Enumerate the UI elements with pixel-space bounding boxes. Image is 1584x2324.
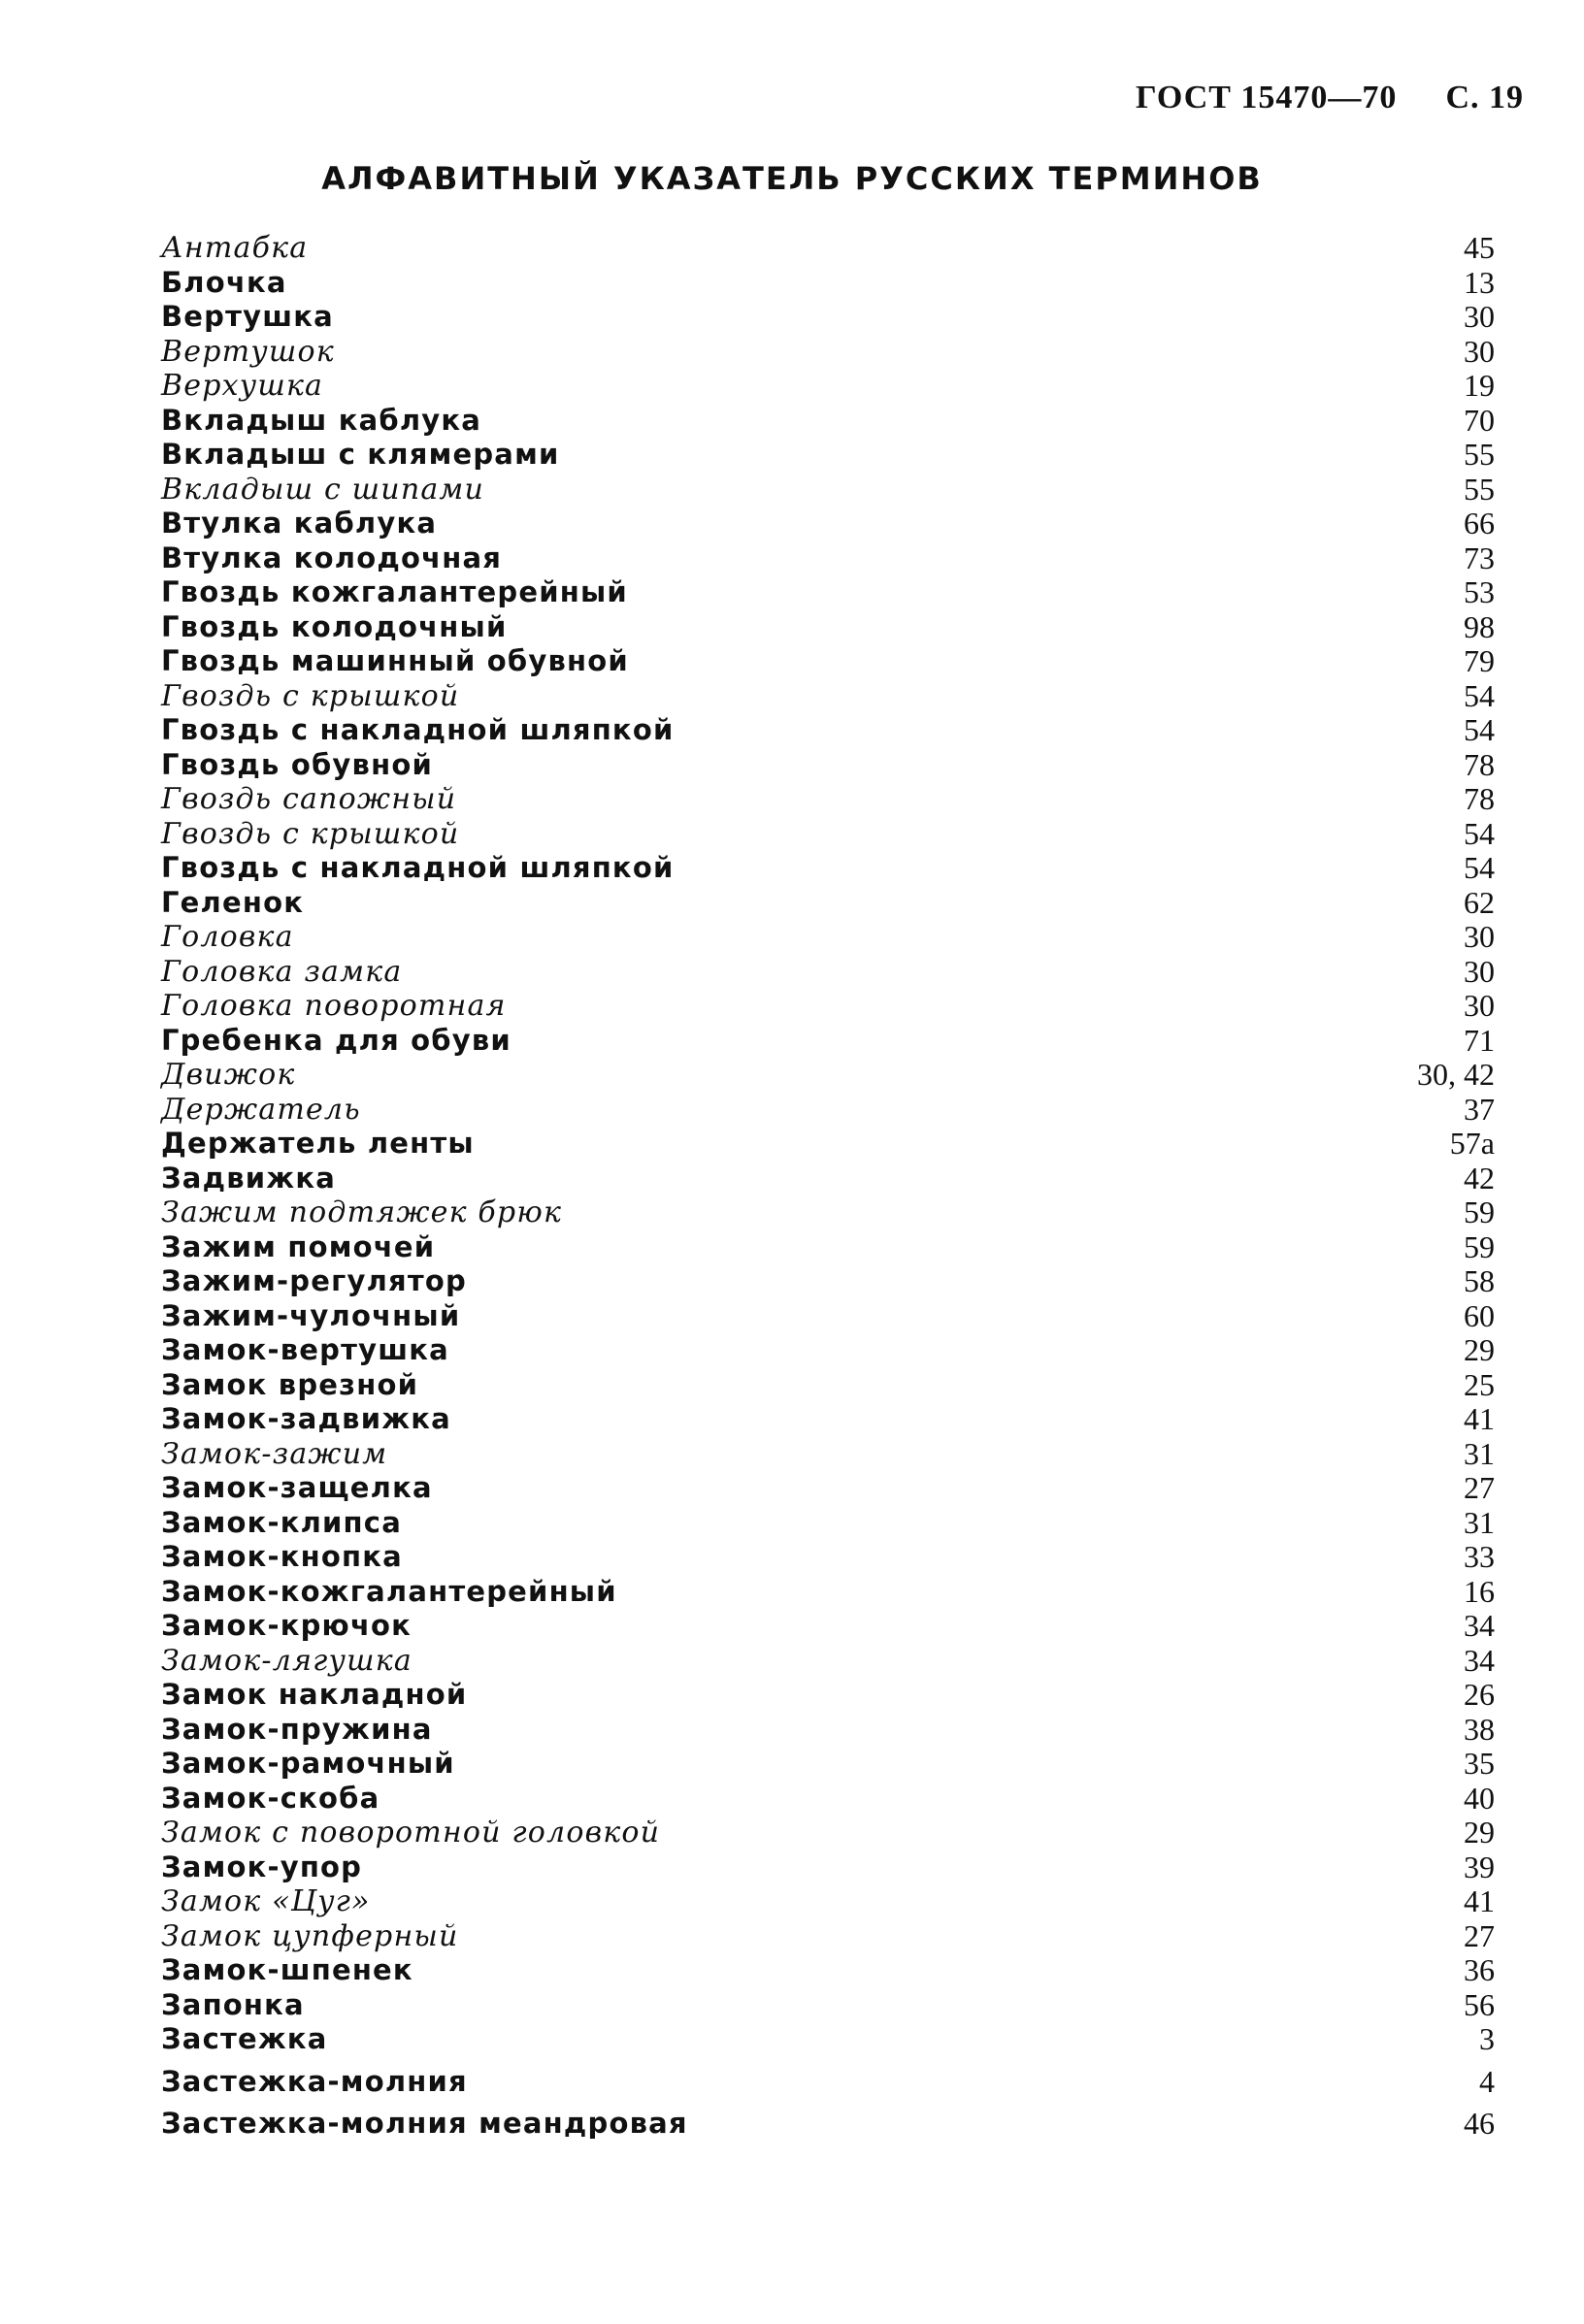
index-entry	[161, 851, 1495, 886]
index-term: Застежка	[161, 2022, 328, 2055]
index-term-number: 27	[1464, 1917, 1495, 1953]
index-term: Замок-зажим	[161, 1436, 388, 1471]
index-term-number: 39	[1464, 1849, 1495, 1884]
index-term-number: 62	[1464, 884, 1495, 920]
index-entry	[161, 2022, 1495, 2057]
index-entry	[161, 782, 1495, 817]
index-term-number: 30	[1464, 919, 1495, 954]
index-entry	[161, 1609, 1495, 1644]
index-term: Зажим-чулочный	[161, 1298, 461, 1332]
index-entry	[161, 1850, 1495, 1885]
index-entry	[161, 1127, 1495, 1162]
index-term-number: 98	[1464, 608, 1495, 644]
index-entry	[161, 679, 1495, 714]
index-term: Движок	[161, 1058, 296, 1092]
index-entry	[161, 886, 1495, 921]
index-entry	[161, 1816, 1495, 1850]
index-term-number: 54	[1464, 815, 1495, 851]
index-term: Вертушка	[161, 300, 334, 333]
index-entry	[161, 507, 1495, 541]
index-term: Замок-вертушка	[161, 1333, 449, 1366]
index-term-number: 19	[1464, 368, 1495, 403]
index-entry	[161, 1264, 1495, 1299]
index-entry	[161, 1782, 1495, 1817]
index-term-number: 55	[1464, 471, 1495, 507]
index-term-number: 3	[1479, 2021, 1495, 2056]
index-term: Замок врезной	[161, 1367, 419, 1401]
term-index-list	[161, 231, 1495, 2142]
index-term-number: 42	[1464, 1160, 1495, 1195]
index-term: Блочка	[161, 265, 287, 299]
index-term-number: 29	[1464, 1815, 1495, 1849]
index-term: Антабка	[161, 231, 309, 265]
index-entry	[161, 1024, 1495, 1059]
index-term-number: 54	[1464, 712, 1495, 747]
index-term-number: 40	[1464, 1780, 1495, 1816]
index-term-number: 31	[1464, 1435, 1495, 1471]
index-term: Замок-упор	[161, 1849, 363, 1883]
index-entry	[161, 1678, 1495, 1713]
index-term-number: 37	[1464, 1091, 1495, 1127]
index-term: Гвоздь с крышкой	[161, 678, 460, 713]
index-entry	[161, 231, 1495, 266]
index-entry	[161, 1506, 1495, 1541]
index-term-number: 34	[1464, 1642, 1495, 1678]
index-term-number: 4	[1479, 2063, 1495, 2099]
index-term-number: 41	[1464, 1401, 1495, 1436]
index-term-number: 70	[1464, 402, 1495, 438]
index-term: Гвоздь с крышкой	[161, 816, 460, 851]
index-term-number: 38	[1464, 1711, 1495, 1747]
index-term: Задвижка	[161, 1161, 336, 1195]
index-term-number: 59	[1464, 1228, 1495, 1264]
index-term-number: 45	[1464, 230, 1495, 265]
page-number: С. 19	[1445, 80, 1524, 115]
index-term-number: 41	[1464, 1883, 1495, 1918]
index-term-number: 29	[1464, 1332, 1495, 1367]
index-term-number: 59	[1464, 1195, 1495, 1229]
index-term-number: 30	[1464, 299, 1495, 334]
index-entry	[161, 1713, 1495, 1748]
index-term: Замок-задвижка	[161, 1402, 451, 1435]
index-term: Замок накладной	[161, 1678, 468, 1711]
index-entry	[161, 1058, 1495, 1093]
index-entry	[161, 817, 1495, 852]
index-entry	[161, 1437, 1495, 1472]
index-term: Зажим помочей	[161, 1229, 436, 1263]
page-title: АЛФАВИТНЫЙ УКАЗАТЕЛЬ РУССКИХ ТЕРМИНОВ	[321, 160, 1263, 197]
index-entry	[161, 300, 1495, 335]
index-term: Вкладыш с шипами	[161, 472, 485, 507]
index-term-number: 66	[1464, 506, 1495, 540]
index-term-number: 26	[1464, 1677, 1495, 1712]
index-entry	[161, 369, 1495, 404]
index-entry	[161, 748, 1495, 783]
index-term-number: 35	[1464, 1746, 1495, 1781]
index-term-number: 33	[1464, 1539, 1495, 1574]
index-term-number: 36	[1464, 1952, 1495, 1987]
index-entry	[161, 541, 1495, 576]
index-term-number: 25	[1464, 1366, 1495, 1402]
index-term: Замок-рамочный	[161, 1747, 455, 1780]
index-entry	[161, 575, 1495, 610]
index-term-number: 78	[1464, 781, 1495, 816]
index-term: Гвоздь с накладной шляпкой	[161, 851, 675, 884]
index-entry	[161, 1093, 1495, 1128]
index-entry	[161, 335, 1495, 370]
index-term-number: 30	[1464, 988, 1495, 1023]
index-term: Застежка-молния	[161, 2064, 468, 2098]
index-entry	[161, 1953, 1495, 1988]
index-entry	[161, 438, 1495, 473]
index-entry	[161, 610, 1495, 645]
index-term: Держатель ленты	[161, 1127, 475, 1160]
index-entry	[161, 266, 1495, 301]
index-term: Гребенка для обуви	[161, 1023, 512, 1057]
index-entry	[161, 1299, 1495, 1334]
index-term: Замок цупферный	[161, 1918, 459, 1953]
index-term: Втулка каблука	[161, 507, 438, 540]
index-term-number: 56	[1464, 1986, 1495, 2022]
index-entry	[161, 644, 1495, 679]
index-term: Замок-кнопка	[161, 1540, 403, 1573]
index-term-number: 30	[1464, 333, 1495, 369]
index-entry	[161, 713, 1495, 748]
index-term: Гвоздь с накладной шляпкой	[161, 713, 675, 746]
index-term: Головка	[161, 920, 294, 954]
index-entry	[161, 2065, 1495, 2100]
index-term-number: 30, 42	[1417, 1057, 1495, 1092]
index-term: Вертушок	[161, 334, 335, 369]
index-term-number: 34	[1464, 1608, 1495, 1643]
index-term-number: 73	[1464, 540, 1495, 575]
index-term-number: 30	[1464, 953, 1495, 989]
index-term-number: 78	[1464, 746, 1495, 782]
index-term-number: 31	[1464, 1504, 1495, 1540]
index-term: Держатель	[161, 1092, 361, 1127]
index-term: Геленок	[161, 885, 305, 919]
index-term: Замок с поворотной головкой	[161, 1816, 661, 1849]
index-term: Замок-крючок	[161, 1609, 412, 1642]
standard-number: ГОСТ 15470—70	[1136, 80, 1398, 115]
index-entry	[161, 473, 1495, 507]
index-term: Верхушка	[161, 369, 324, 403]
index-entry	[161, 920, 1495, 955]
index-entry	[161, 1333, 1495, 1368]
index-term: Гвоздь машинный обувной	[161, 644, 629, 677]
index-term: Замок-скоба	[161, 1781, 380, 1815]
index-entry	[161, 1471, 1495, 1506]
index-term: Замок-пружина	[161, 1712, 433, 1746]
index-term: Головка поворотная	[161, 989, 507, 1023]
index-term: Гвоздь сапожный	[161, 782, 457, 816]
index-term: Гвоздь кожгалантерейный	[161, 575, 628, 608]
index-term: Гвоздь колодочный	[161, 609, 508, 643]
index-term: Втулка колодочная	[161, 540, 503, 574]
index-term-number: 16	[1464, 1573, 1495, 1609]
index-term: Замок-лягушка	[161, 1643, 412, 1678]
index-term-number: 13	[1464, 264, 1495, 300]
index-term-number: 46	[1464, 2106, 1495, 2141]
index-term: Замок-кожгалантерейный	[161, 1574, 617, 1608]
index-term: Зажим-регулятор	[161, 1264, 467, 1297]
index-term-number: 27	[1464, 1470, 1495, 1505]
index-entry	[161, 1368, 1495, 1403]
index-entry	[161, 1919, 1495, 1954]
index-term: Головка замка	[161, 954, 403, 989]
index-term: Замок «Цуг»	[161, 1884, 371, 1918]
index-entry	[161, 1747, 1495, 1782]
index-entry	[161, 989, 1495, 1024]
index-term-number: 53	[1464, 574, 1495, 609]
index-entry	[161, 1884, 1495, 1919]
index-entry	[161, 1988, 1495, 2023]
index-term-number: 60	[1464, 1297, 1495, 1333]
index-term-number: 55	[1464, 437, 1495, 472]
index-term-number: 79	[1464, 643, 1495, 678]
index-term: Гвоздь обувной	[161, 747, 433, 781]
page-header	[1136, 80, 1524, 116]
index-entry	[161, 1195, 1495, 1230]
index-term: Застежка-молния меандровая	[161, 2107, 688, 2140]
index-entry	[161, 1540, 1495, 1575]
index-entry	[161, 1644, 1495, 1679]
index-term: Вкладыш каблука	[161, 403, 482, 437]
index-term: Замок-клипса	[161, 1505, 402, 1539]
index-term: Запонка	[161, 1987, 305, 2021]
index-term-number: 54	[1464, 677, 1495, 713]
index-term: Замок-защелка	[161, 1471, 433, 1504]
index-term-number: 54	[1464, 850, 1495, 885]
index-term: Зажим подтяжек брюк	[161, 1195, 563, 1229]
index-entry	[161, 1402, 1495, 1437]
index-entry	[161, 1162, 1495, 1196]
index-entry	[161, 1230, 1495, 1265]
index-entry	[161, 1575, 1495, 1610]
index-term-number: 58	[1464, 1263, 1495, 1298]
index-entry	[161, 955, 1495, 990]
index-entry	[161, 404, 1495, 439]
index-term: Вкладыш с клямерами	[161, 438, 560, 471]
index-term-number: 71	[1464, 1022, 1495, 1058]
index-term-number: 57а	[1449, 1126, 1495, 1161]
index-term: Замок-шпенек	[161, 1953, 413, 1986]
index-entry	[161, 2107, 1495, 2142]
